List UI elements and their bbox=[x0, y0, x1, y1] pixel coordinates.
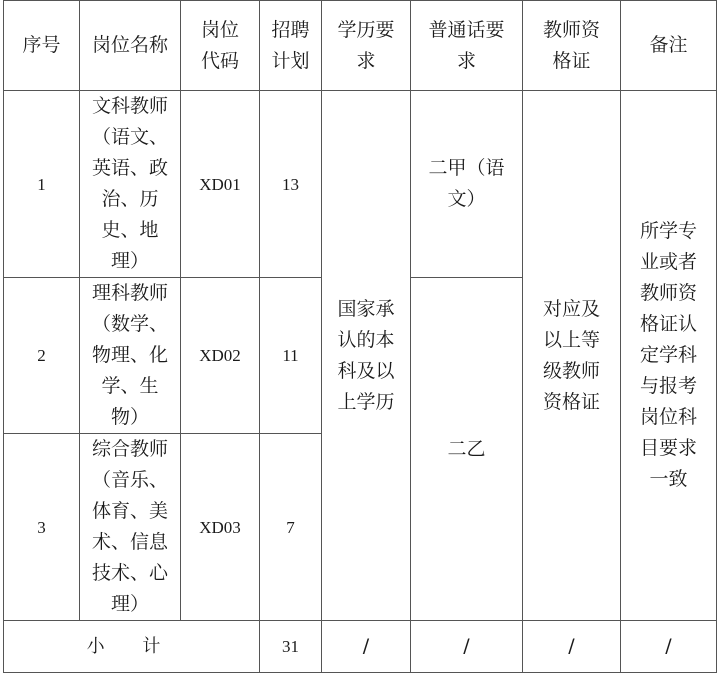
row-post-code: XD02 bbox=[181, 278, 260, 434]
row-post-code: XD03 bbox=[181, 434, 260, 621]
row-post-code: XD01 bbox=[181, 91, 260, 278]
subtotal-row bbox=[4, 621, 717, 673]
row-plan: 7 bbox=[260, 434, 322, 621]
subtotal-plan: 31 bbox=[260, 621, 322, 673]
subtotal-label: 小 计 bbox=[4, 621, 260, 673]
row-post-name: 综合教师 （音乐、 体育、美 术、信息 技术、心 理） bbox=[80, 434, 181, 621]
table-row bbox=[4, 91, 717, 278]
mandarin-requirement-2: 二乙 bbox=[411, 278, 523, 621]
row-plan: 13 bbox=[260, 91, 322, 278]
certificate-requirement: 对应及 以上等 级教师 资格证 bbox=[523, 91, 621, 621]
header-mandarin: 普通话要 求 bbox=[411, 1, 523, 91]
header-post-code: 岗位 代码 bbox=[181, 1, 260, 91]
row-post-name: 文科教师 （语文、 英语、政 治、历 史、地 理） bbox=[80, 91, 181, 278]
row-seq: 3 bbox=[4, 434, 80, 621]
subtotal-education: / bbox=[322, 621, 411, 673]
header-seq: 序号 bbox=[4, 1, 80, 91]
header-remark: 备注 bbox=[621, 1, 717, 91]
row-post-name: 理科教师 （数学、 物理、化 学、生 物） bbox=[80, 278, 181, 434]
recruitment-table bbox=[3, 0, 717, 673]
header-row bbox=[4, 1, 717, 91]
header-plan: 招聘 计划 bbox=[260, 1, 322, 91]
header-education: 学历要 求 bbox=[322, 1, 411, 91]
education-requirement: 国家承 认的本 科及以 上学历 bbox=[322, 91, 411, 621]
remark: 所学专 业或者 教师资 格证认 定学科 与报考 岗位科 目要求 一致 bbox=[621, 91, 717, 621]
mandarin-requirement-1: 二甲（语 文） bbox=[411, 91, 523, 278]
row-seq: 1 bbox=[4, 91, 80, 278]
row-seq: 2 bbox=[4, 278, 80, 434]
header-certificate: 教师资 格证 bbox=[523, 1, 621, 91]
subtotal-certificate: / bbox=[523, 621, 621, 673]
subtotal-remark: / bbox=[621, 621, 717, 673]
subtotal-mandarin: / bbox=[411, 621, 523, 673]
row-plan: 11 bbox=[260, 278, 322, 434]
header-post-name: 岗位名称 bbox=[80, 1, 181, 91]
